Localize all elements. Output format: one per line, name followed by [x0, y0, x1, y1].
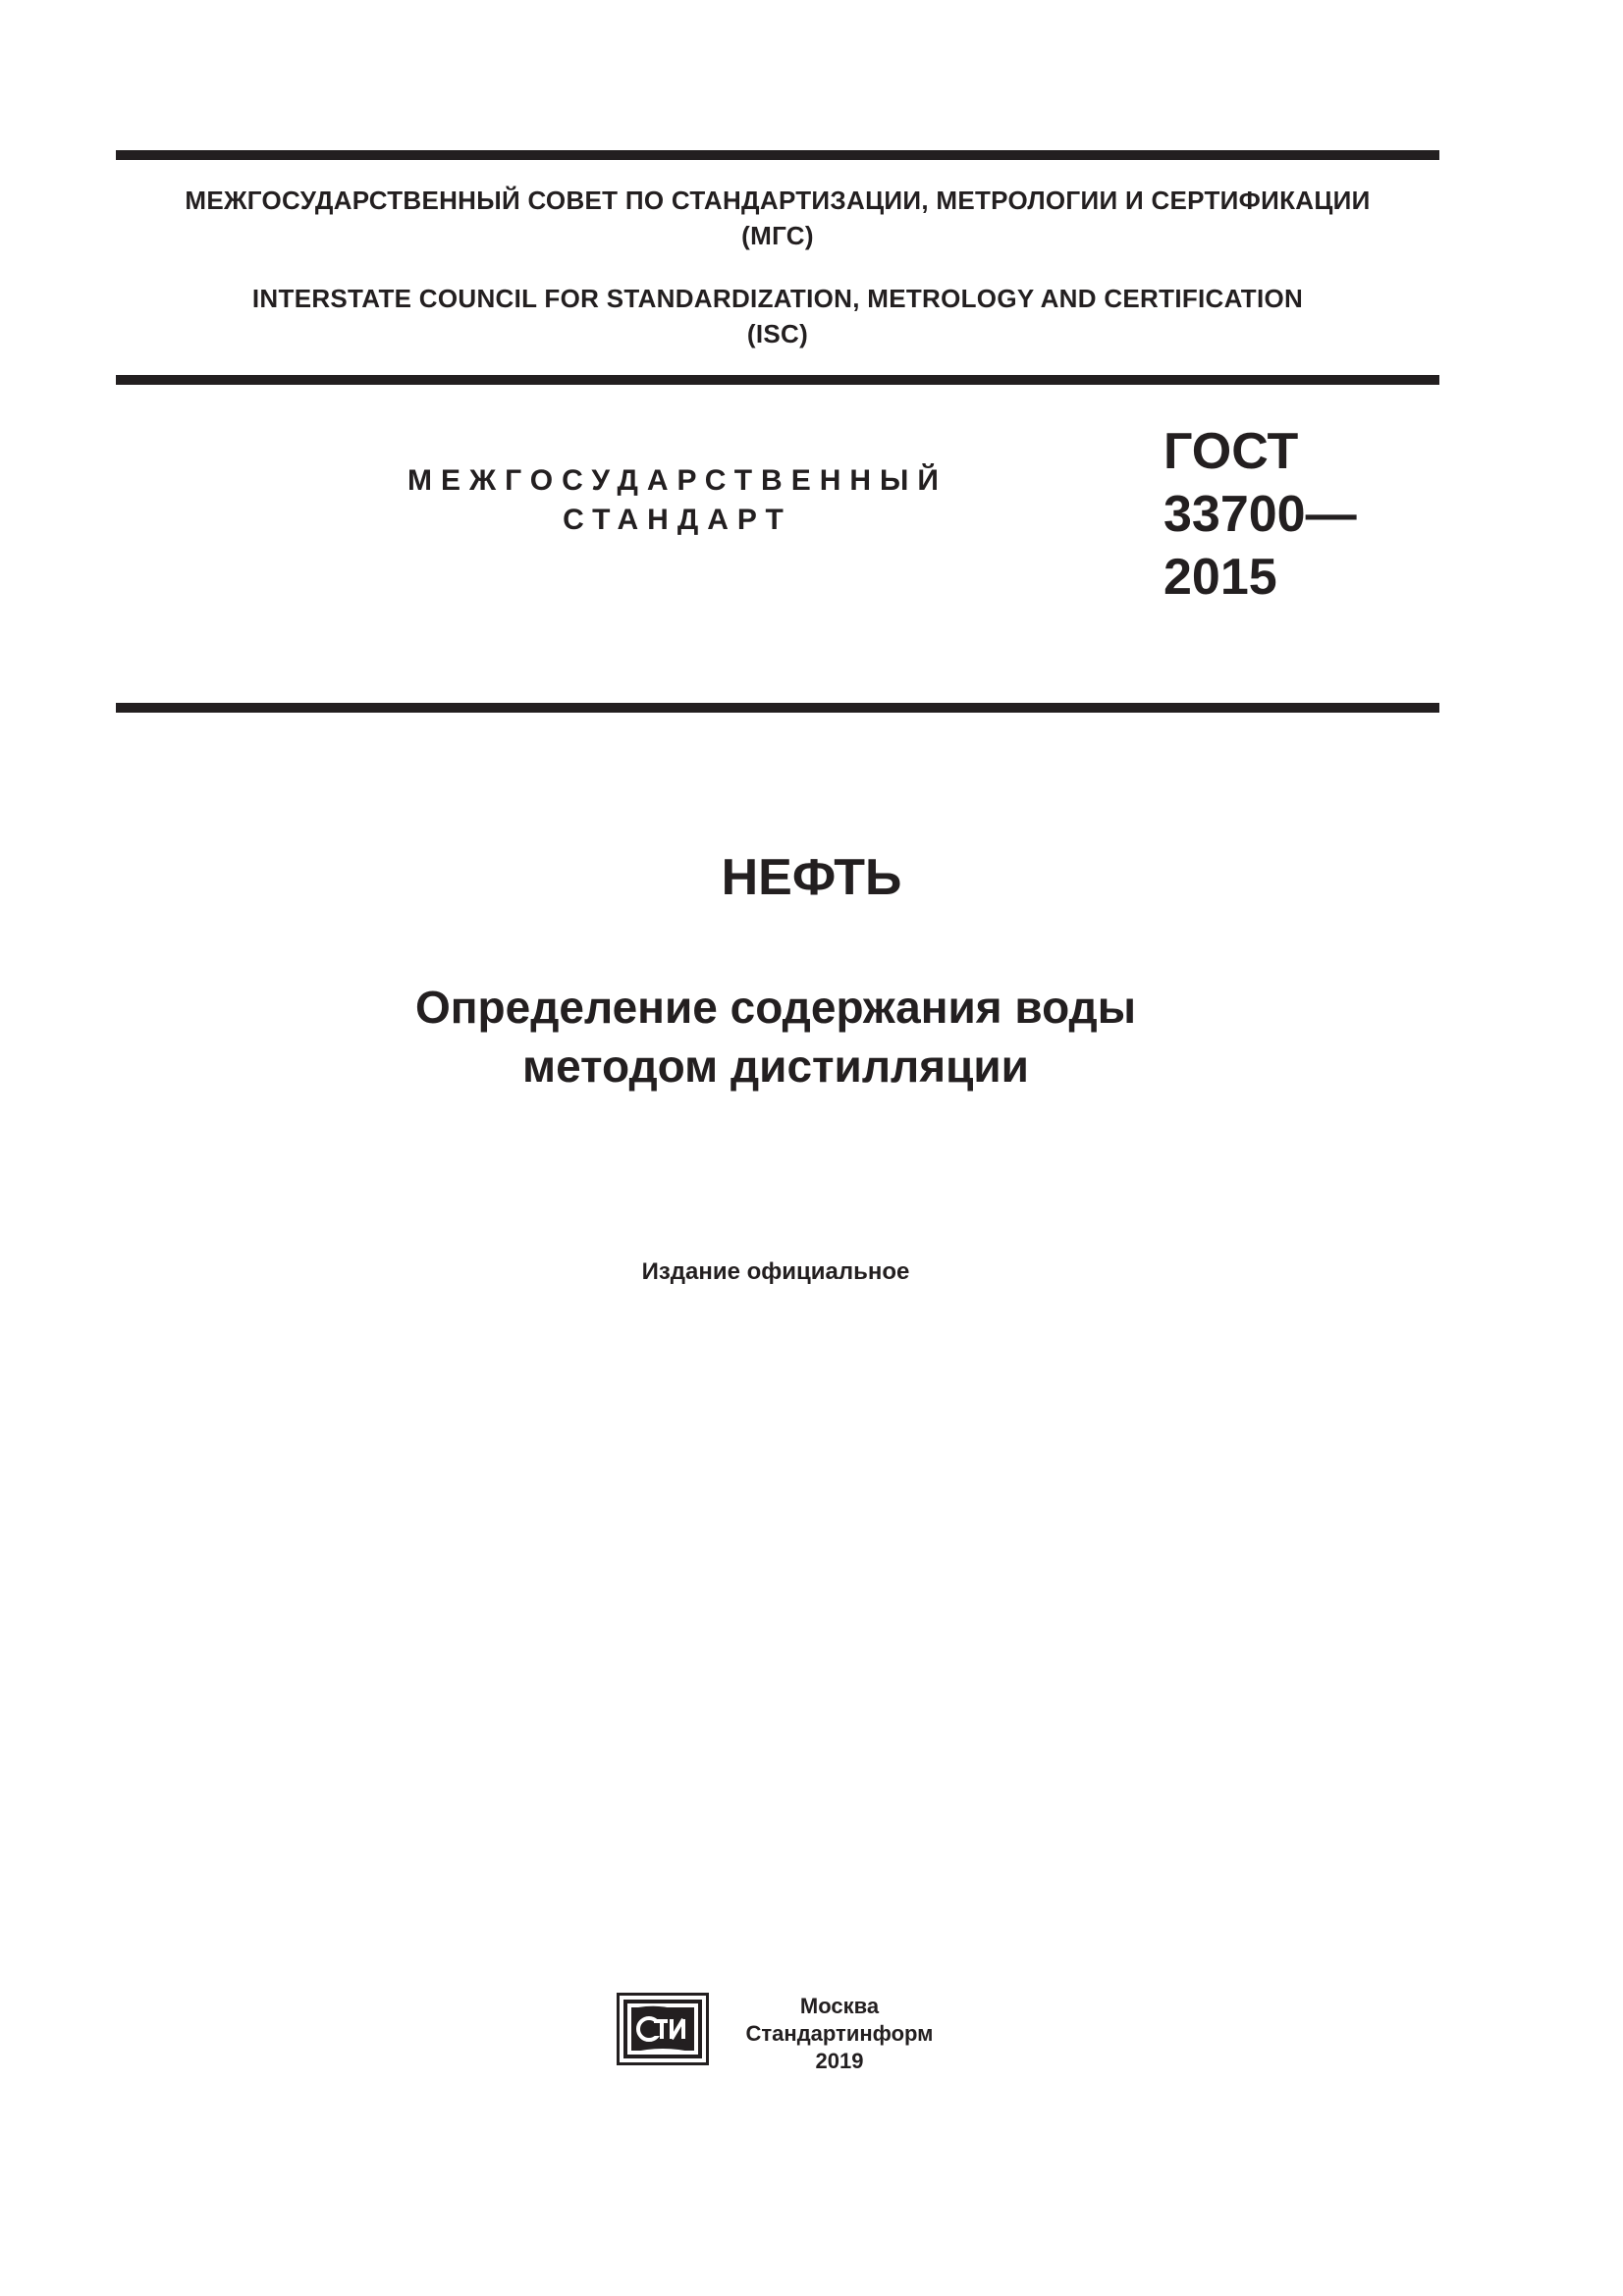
- top-rule: [116, 150, 1439, 160]
- standartinform-logo-icon: [617, 1993, 709, 2065]
- designation-number: 33700—: [1163, 486, 1357, 543]
- council-abbr-ru: (МГС): [741, 221, 814, 250]
- council-name-en: [116, 281, 1439, 351]
- council-abbr-en: (ISC): [746, 319, 809, 348]
- standard-kind-line1: МЕЖГОСУДАРСТВЕННЫЙ: [407, 464, 947, 497]
- title-block-rule: [116, 703, 1439, 713]
- council-name-en-line1: INTERSTATE COUNCIL FOR STANDARDIZATION, METROLOGY AND CERTIFICATION: [251, 284, 1304, 313]
- edition-label: Издание официальное: [641, 1258, 910, 1285]
- document-subtitle: [0, 978, 1551, 1095]
- header-bottom-rule: [116, 375, 1439, 385]
- designation-prefix: ГОСТ: [1163, 423, 1299, 480]
- document-title: НЕФТЬ: [721, 849, 902, 906]
- standard-kind-line2: СТАНДАРТ: [563, 504, 792, 536]
- publisher-name: Стандартинформ: [745, 2021, 934, 2046]
- publisher-block: [717, 1993, 962, 2075]
- document-subtitle-line2: методом дистилляции: [522, 1041, 1029, 1092]
- document-subtitle-line1: Определение содержания воды: [414, 982, 1137, 1033]
- council-name-ru: [116, 183, 1439, 253]
- designation-year: 2015: [1163, 549, 1277, 606]
- standard-kind: [324, 461, 1031, 540]
- publication-year: 2019: [815, 2049, 864, 2073]
- standard-designation: [1163, 420, 1357, 609]
- council-name-ru-line1: МЕЖГОСУДАРСТВЕННЫЙ СОВЕТ ПО СТАНДАРТИЗАЦИИ, МЕТРОЛОГИИ И СЕРТИФИКАЦИИ: [185, 186, 1371, 215]
- publisher-city: Москва: [799, 1994, 880, 2018]
